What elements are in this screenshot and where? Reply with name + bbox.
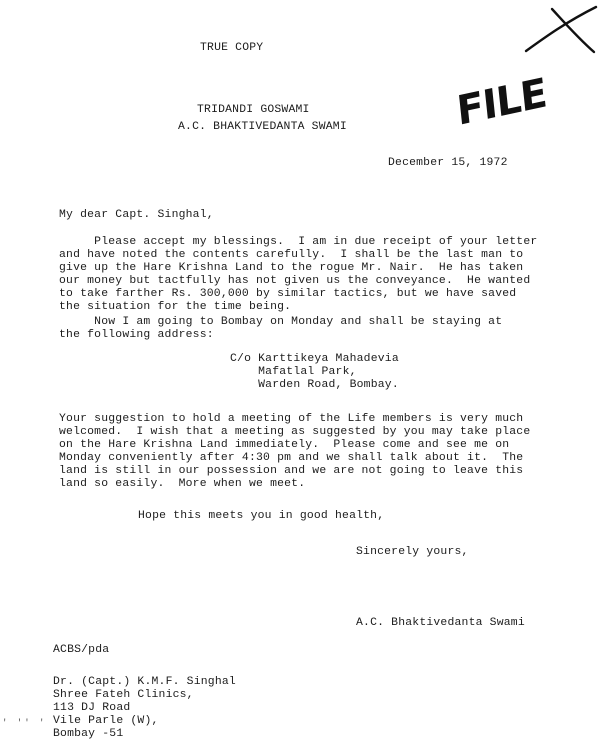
signature-name: A.C. Bhaktivedanta Swami <box>356 617 525 629</box>
recipient-line: Vile Parle (W), <box>53 715 159 727</box>
paragraph-1-line: Please accept my blessings. I am in due receipt of your letter <box>59 236 538 248</box>
margin-mark: ' '' ' <box>2 718 47 728</box>
address-line: Mafatlal Park, <box>230 366 357 378</box>
paragraph-3-line: Monday conveniently after 4:30 pm and we shall talk about it. The <box>59 452 524 464</box>
sender-name-line1: TRIDANDI GOSWAMI <box>197 104 310 116</box>
sign-off: Sincerely yours, <box>356 546 469 558</box>
recipient-line: 113 DJ Road <box>53 702 131 714</box>
paragraph-1-line: and have noted the contents carefully. I shall be the last man to <box>59 249 524 261</box>
salutation: My dear Capt. Singhal, <box>59 209 214 221</box>
paragraph-3-line: on the Hare Krishna Land immediately. Please come and see me on <box>59 439 510 451</box>
sender-name-line2: A.C. BHAKTIVEDANTA SWAMI <box>178 121 347 133</box>
address-line: C/o Karttikeya Mahadevia <box>230 353 399 365</box>
paragraph-2-line: Now I am going to Bombay on Monday and shall be staying at <box>59 316 503 328</box>
reference-initials: ACBS/pda <box>53 644 110 656</box>
true-copy-heading: TRUE COPY <box>200 42 264 54</box>
paragraph-1-line: to take farther Rs. 300,000 by similar tactics, but we have saved <box>59 288 517 300</box>
paragraph-3-line: land is still in our possession and we are not going to leave this <box>59 465 524 477</box>
closing-wish: Hope this meets you in good health, <box>138 510 385 522</box>
cross-mark <box>522 4 600 56</box>
paragraph-2-line: the following address: <box>59 329 214 341</box>
paragraph-3-line: welcomed. I wish that a meeting as suggested by you may take place <box>59 426 531 438</box>
address-line: Warden Road, Bombay. <box>230 379 399 391</box>
paragraph-1-line: give up the Hare Krishna Land to the rogue Mr. Nair. He has taken <box>59 262 524 274</box>
letter-date: December 15, 1972 <box>388 157 508 169</box>
paragraph-3-line: Your suggestion to hold a meeting of the Life members is very much <box>59 413 524 425</box>
recipient-line: Shree Fateh Clinics, <box>53 689 194 701</box>
recipient-line: Bombay -51 <box>53 728 124 740</box>
file-stamp: FILE <box>454 70 549 135</box>
recipient-line: Dr. (Capt.) K.M.F. Singhal <box>53 676 236 688</box>
paragraph-3-line: land so easily. More when we meet. <box>59 478 306 490</box>
paragraph-1-line: our money but tactfully has not given us the conveyance. He wanted <box>59 275 531 287</box>
paragraph-1-line: the situation for the time being. <box>59 301 292 313</box>
